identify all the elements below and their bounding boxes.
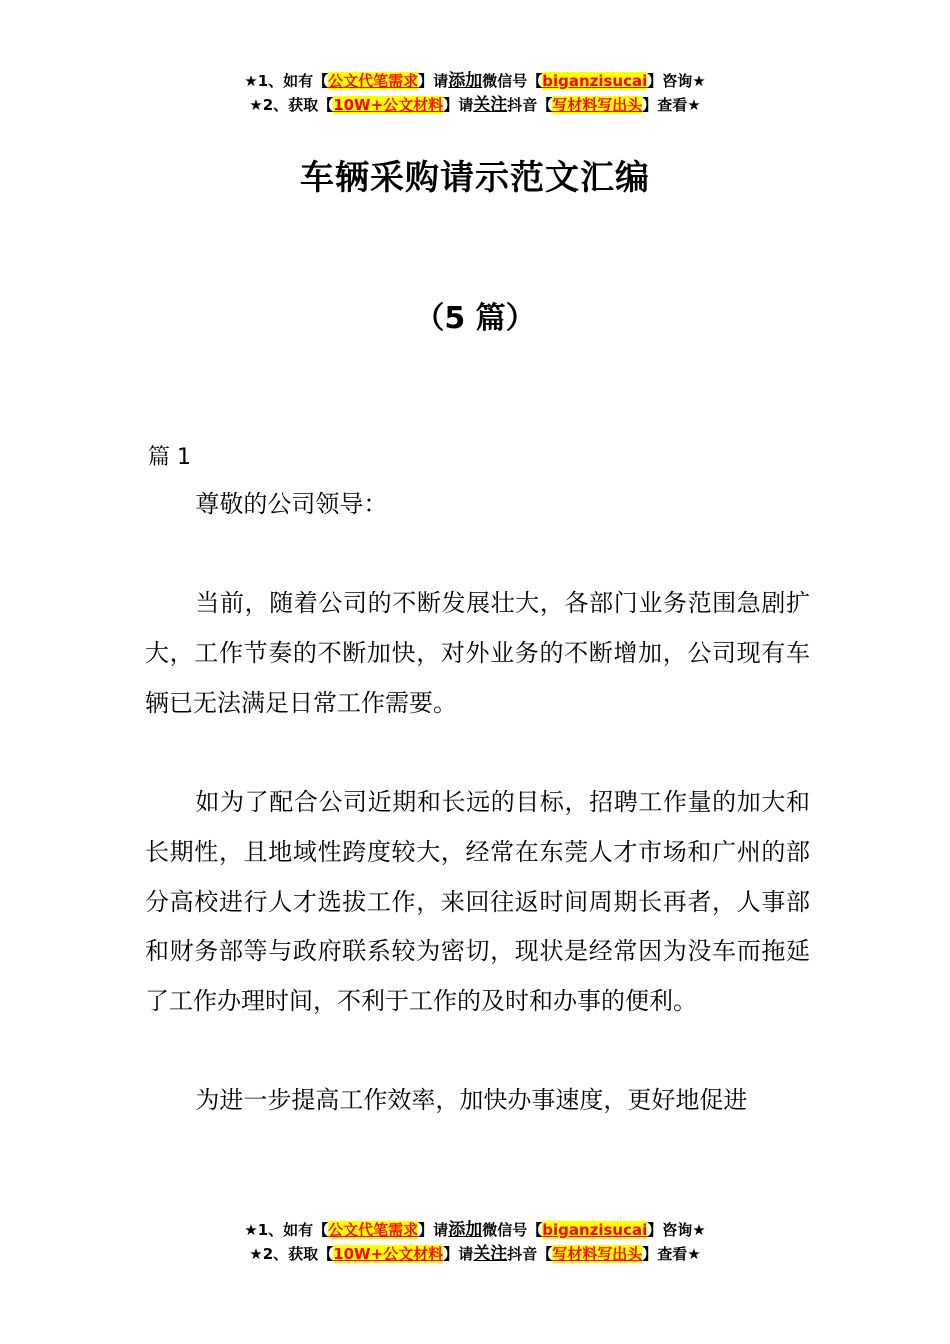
body-text (145, 480, 810, 1176)
ad-text: 】查看★ (642, 1245, 701, 1263)
ad-underline: 关注 (473, 95, 508, 115)
ad-underline: 添加 (448, 71, 483, 91)
ad-text: ★2、获取【 (249, 1245, 334, 1263)
ad-text: 】咨询★ (647, 72, 706, 90)
footer-ad (0, 1218, 950, 1266)
ad-text: 】请 (418, 72, 449, 90)
paragraph: 尊敬的公司领导： (195, 490, 388, 518)
ad-text: 抖音【 (507, 1245, 553, 1263)
header-ad (0, 69, 950, 117)
page-subtitle: （5 篇） (414, 301, 536, 336)
ad-line-1 (0, 69, 950, 93)
ad-text: 微信号【 (482, 72, 543, 90)
ad-text: 】查看★ (642, 96, 701, 114)
ad-text: 】请 (443, 1245, 474, 1263)
ad-text: 】咨询★ (647, 1221, 706, 1239)
ad-text: ★1、如有【 (244, 1221, 329, 1239)
ad-highlight: 10W+公文材料 (333, 1245, 444, 1263)
ad-highlight: biganzisucai (542, 72, 648, 90)
ad-text: 抖音【 (507, 96, 553, 114)
paragraph: 当前，随着公司的不断发展壮大，各部门业务范围急剧扩大，工作节奏的不断加快，对外业务的不断增加，公司现有车辆已无法满足日常工作需要。 (145, 589, 810, 717)
ad-highlight: 公文代笔需求 (328, 72, 419, 90)
paragraph: 为进一步提高工作效率，加快办事速度，更好地促进 (195, 1086, 748, 1115)
ad-highlight: 写材料写出头 (552, 1245, 643, 1263)
ad-underline: 添加 (448, 1220, 483, 1240)
ad-highlight: 公文代笔需求 (328, 1221, 419, 1239)
ad-text: 】请 (418, 1221, 449, 1239)
ad-line-1 (0, 1218, 950, 1242)
ad-line-2 (0, 93, 950, 117)
ad-text: 微信号【 (482, 1221, 543, 1239)
ad-text: ★2、获取【 (249, 96, 334, 114)
ad-highlight: 写材料写出头 (552, 96, 643, 114)
paragraph: 如为了配合公司近期和长远的目标，招聘工作量的加大和长期性，且地域性跨度较大，经常在东莞人才市场和广州的部分高校进行人才选拔工作，来回往返时间周期长再者，人事部和财务部等与政府联系较为密切，现状是经常因为没车而拖延了工作办理时间，不利于工作的及时和办事的便利。 (145, 788, 810, 1015)
ad-highlight: 10W+公文材料 (333, 96, 444, 114)
ad-text: 】请 (443, 96, 474, 114)
section-label: 篇 1 (148, 445, 191, 470)
ad-text: ★1、如有【 (244, 72, 329, 90)
ad-highlight: biganzisucai (542, 1221, 648, 1239)
ad-line-2 (0, 1242, 950, 1266)
ad-underline: 关注 (473, 1244, 508, 1264)
page-title: 车辆采购请示范文汇编 (300, 158, 650, 198)
